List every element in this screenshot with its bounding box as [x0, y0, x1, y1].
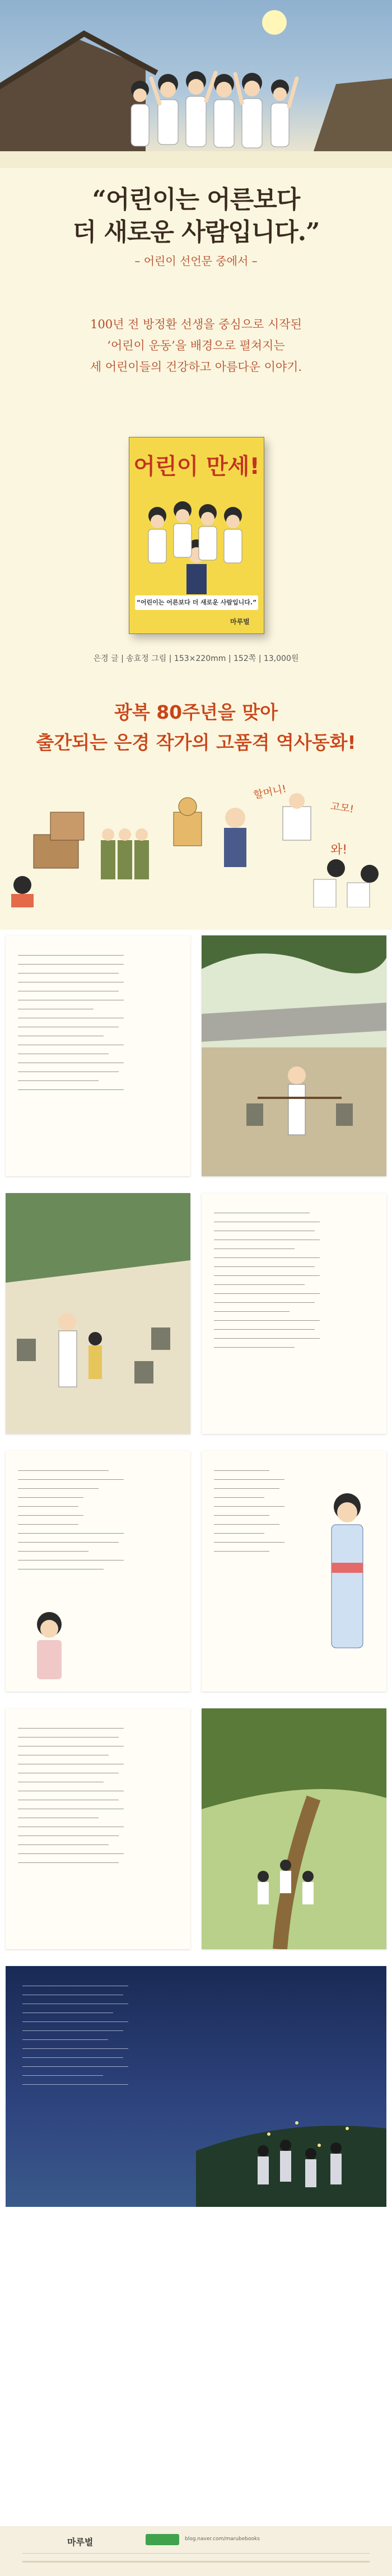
- spread-1-left: [6, 935, 190, 1176]
- shout-label-a: 할머니!: [252, 783, 288, 802]
- spread-4-left: [6, 1708, 190, 1949]
- footer-fineprint: [22, 2559, 370, 2564]
- shout-label-b: 고모!: [329, 800, 355, 816]
- quote-source: – 어린이 선언문 중에서 –: [134, 254, 258, 268]
- night-scene: [6, 1966, 386, 2207]
- spread-3-right-text: ――――――――――― ―――――――――――――― ――――――――――――― ―――――――――― ―――――――――――――― ――――――――――― ――――――――――――― ―――――――――― ―――――――――――――― ―――――――――――: [214, 1468, 284, 1554]
- spread-5-night: [6, 1966, 386, 2207]
- spread-5-text: ――――――――――――――――――――― ―――――――――――――――――――― ――――――――――――――――――――― ―――――――――――――――――― ――――――――――――――――――――― ―――――――――――――――――――― ――――――――――――――――― ――――――――――――――――――――― ―――――――――――――――――――― ――――――――――――――――――――― ―――――――――――――――― ―――――――――――――――――――――: [22, 1983, 128, 2088]
- spread-3-text: ―――――――――――――――――― ――――――――――――――――――――― ―――――――――――――――― ――――――――――――― ―――――――――――― ――――――――――――― ―――――――――――― ――――――――――――――――――――― ―――――――――――――――――――― ―――――――――――――― ――――――――――――――――――――― ―――――――――――――――――: [18, 1468, 124, 1572]
- spread-2-text: ――――――――――――――――――― ――――――――――――――――――――― ―――――――――――――――――――― ――――――――――――――――――――― ―――――――――――――――― ――――――――――――――――――――― ―――――――――――――――――――― ――――――――――――――――――――― ―――――――――――――――――― ――――――――――――――――――――― ―――――――――――――――――――― ――――――――――――――― ――――――――――――――――――――― ―――――――――――――――――――― ――――――――――――――――――――― ――――――――――――――――: [214, 1210, 320, 1350]
- village-illustration: [202, 935, 386, 1176]
- shout-label-c: 와!: [330, 843, 348, 857]
- publisher-logo: 마루벌: [230, 618, 250, 626]
- intro-line-2: ‘어린이 운동’을 배경으로 펼쳐지는: [107, 339, 285, 352]
- cover-illustration: [129, 482, 264, 594]
- spread-4-right: [202, 1708, 386, 1949]
- spread-2-right: [202, 1193, 386, 1434]
- quote-line-2: 더 새로운 사람입니다.”: [72, 218, 320, 246]
- intro-line-1: 100년 전 방정환 선생을 중심으로 시작된: [90, 318, 302, 331]
- hero-scene: [0, 0, 392, 151]
- spread-4-text: ――――――――――――――――――――― ―――――――――――――――――――― ――――――――――――――――――――― ―――――――――――――――――― ――――――――――――――――――――― ―――――――――――――――――――― ――――――――――――――――― ――――――――――――――――――――― ―――――――――――――――――――― ――――――――――――――――――――― ―――――――――――――――― ――――――――――――――――――――― ―――――――――――――――――――― ―――――――――――――――――― ――――――――――――――――――――― ――――――――――――――――――――: [18, 1726, 124, 1866]
- book-credits: 은경 글 | 송효정 그림 | 153×220mm | 152쪽 | 13,000원: [93, 654, 299, 663]
- girl-illustration: [16, 1608, 83, 1686]
- blog-link[interactable]: blog.naver.com/marubebooks: [185, 2536, 260, 2542]
- headline-line-2: 출간되는 은경 작가의 고품격 역사동화!: [36, 732, 356, 753]
- spread-spacer: [0, 2218, 392, 2526]
- blog-badge[interactable]: [146, 2534, 179, 2545]
- interior-spreads: [0, 930, 392, 2526]
- cover-quote: “어린이는 어른보다 더 새로운 사람입니다.”: [135, 595, 258, 610]
- quote-line-1: “어린이는 어른보다: [92, 185, 300, 214]
- footer-logo: 마루벌: [67, 2537, 94, 2547]
- field-illustration: [202, 1708, 386, 1949]
- spread-3-right: [202, 1451, 386, 1692]
- hero-ground: [0, 151, 392, 168]
- market-illustration: [6, 1193, 190, 1434]
- spread-1-right: [202, 935, 386, 1176]
- spread-2-left: [6, 1193, 190, 1434]
- hero-illustration: [0, 0, 392, 151]
- book-cover: [129, 437, 264, 634]
- intro-line-3: 세 어린이들의 건강하고 아름다운 이야기.: [90, 360, 302, 374]
- headline-line-1: 광복 80주년을 맞아: [114, 701, 278, 723]
- footer: [0, 2526, 392, 2576]
- spread-3-left: [6, 1451, 190, 1692]
- kimono-girl-illustration: [314, 1484, 381, 1675]
- footer-divider: [22, 2553, 370, 2554]
- book-title: 어린이 만세!: [133, 454, 260, 479]
- spread-1-text: ――――――――――――――――――――― ――――――――――――――――――――― ―――――――――――――――――――― ――――――――――――――――――――― ―――――――――――――――――――― ――――――――――――――――――――― ――――――――――――――― ――――――――――――――――――――― ―――――――――――――――――――― ――――――――――――――――― ――――――――――――――――――――― ―――――――――――――――――― ――――――――――――――――――――― ―――――――――――――――――――― ―――――――――――――――― ―――――――――――――――――――――: [18, 953, 124, 1093]
- crowd-illustration: [0, 773, 392, 907]
